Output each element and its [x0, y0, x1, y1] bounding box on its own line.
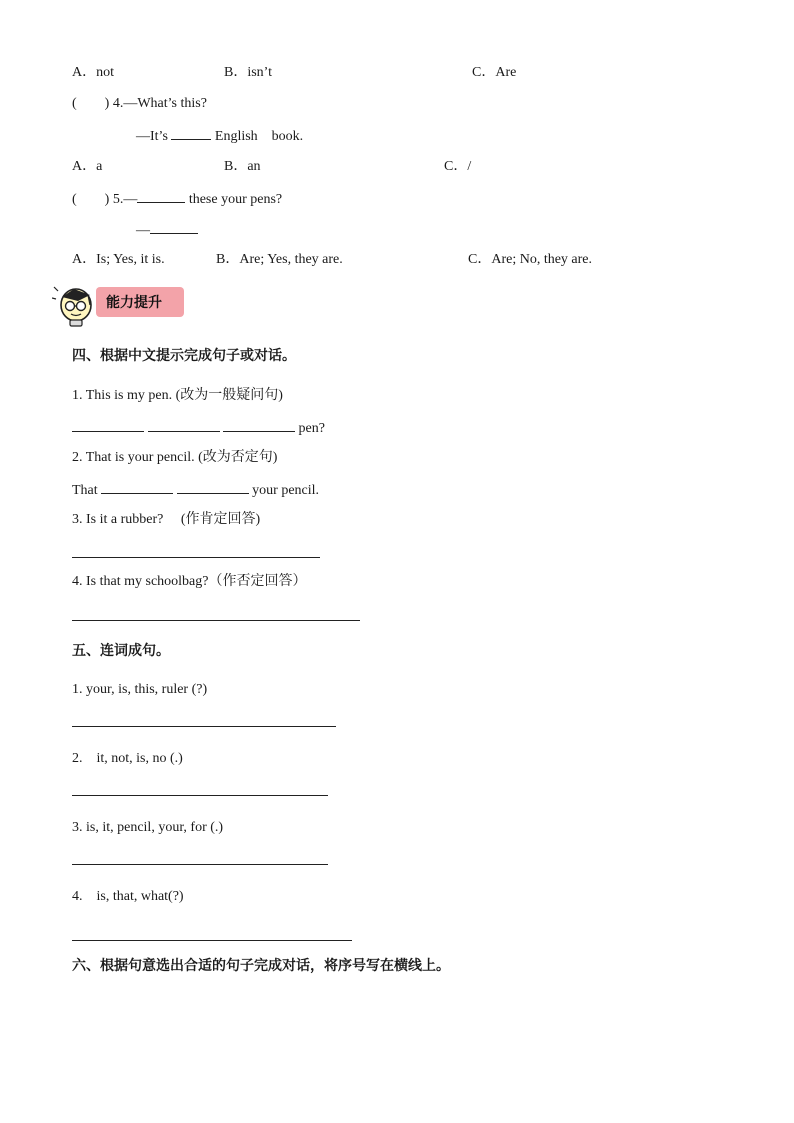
s4-item1-post: pen? [298, 421, 325, 436]
section5-item-4: 4. is, that, what(?) [72, 889, 184, 904]
section4-item-1-answer [72, 417, 325, 439]
q5-answer-pre: — [136, 223, 150, 238]
s4-item2-blank-2[interactable] [177, 479, 249, 494]
s4-item1-blank-1[interactable] [72, 417, 144, 432]
q4-answer-line [136, 125, 303, 147]
q4-option-c: C．/ [444, 159, 472, 174]
section5-item-3: 3. is, it, pencil, your, for (.) [72, 820, 224, 835]
section5-title: 五、连词成句。 [72, 643, 170, 659]
q4-answer-post: English book. [214, 129, 304, 144]
section4-title: 四、根据中文提示完成句子或对话。 [72, 348, 296, 364]
section5-item-1: 1. your, is, this, ruler (?) [72, 682, 208, 697]
section4-item-2-answer [72, 479, 319, 501]
section4-item-1: 1. This is my pen. (改为一般疑问句) [72, 388, 283, 403]
q5-option-b: B．Are; Yes, they are. [216, 252, 343, 267]
s5-item4-answer-line[interactable] [72, 940, 352, 941]
q3-option-b: B．isn’t [224, 65, 272, 80]
q3-option-a: A．not [72, 65, 114, 80]
q4-option-b: B．an [224, 159, 261, 174]
section4-item-3: 3. Is it a rubber? (作肯定回答) [72, 512, 261, 527]
q4-option-a: A．a [72, 159, 103, 174]
q5-option-c: C．Are; No, they are. [468, 252, 593, 267]
q5-answer-line [136, 219, 198, 241]
s4-item2-pre: That [72, 483, 98, 498]
q5-question [72, 188, 282, 210]
s4-item4-answer-line[interactable] [72, 620, 360, 621]
q5-paren: ( ) 5.— [72, 192, 138, 207]
q4-question: ( ) 4.—What’s this? [72, 96, 207, 111]
s5-item1-answer-line[interactable] [72, 726, 336, 727]
q5-blank-1[interactable] [137, 188, 185, 203]
s4-item1-blank-3[interactable] [223, 417, 295, 432]
s4-item2-post: your pencil. [252, 483, 320, 498]
section4-item-4: 4. Is that my schoolbag?（作否定回答） [72, 574, 307, 589]
q3-option-c: C．Are [472, 65, 517, 80]
section6-title: 六、根据句意选出合适的句子完成对话，将序号写在横线上。 [72, 958, 450, 974]
section5-item-2: 2. it, not, is, no (.) [72, 751, 183, 766]
lightbulb-teacher-icon [52, 283, 102, 329]
ability-banner [52, 283, 187, 323]
q5-question-post: these your pens? [188, 192, 283, 207]
banner-label: 能力提升 [106, 295, 162, 311]
s4-item3-answer-line[interactable] [72, 557, 320, 558]
q5-blank-2[interactable] [150, 219, 198, 234]
s4-item1-blank-2[interactable] [148, 417, 220, 432]
s5-item2-answer-line[interactable] [72, 795, 328, 796]
q4-blank[interactable] [171, 125, 211, 140]
s4-item2-blank-1[interactable] [101, 479, 173, 494]
section4-item-2: 2. That is your pencil. (改为否定句) [72, 450, 278, 465]
q5-option-a: A．Is; Yes, it is. [72, 252, 165, 267]
s5-item3-answer-line[interactable] [72, 864, 328, 865]
q4-answer-pre: —It’s [136, 129, 168, 144]
